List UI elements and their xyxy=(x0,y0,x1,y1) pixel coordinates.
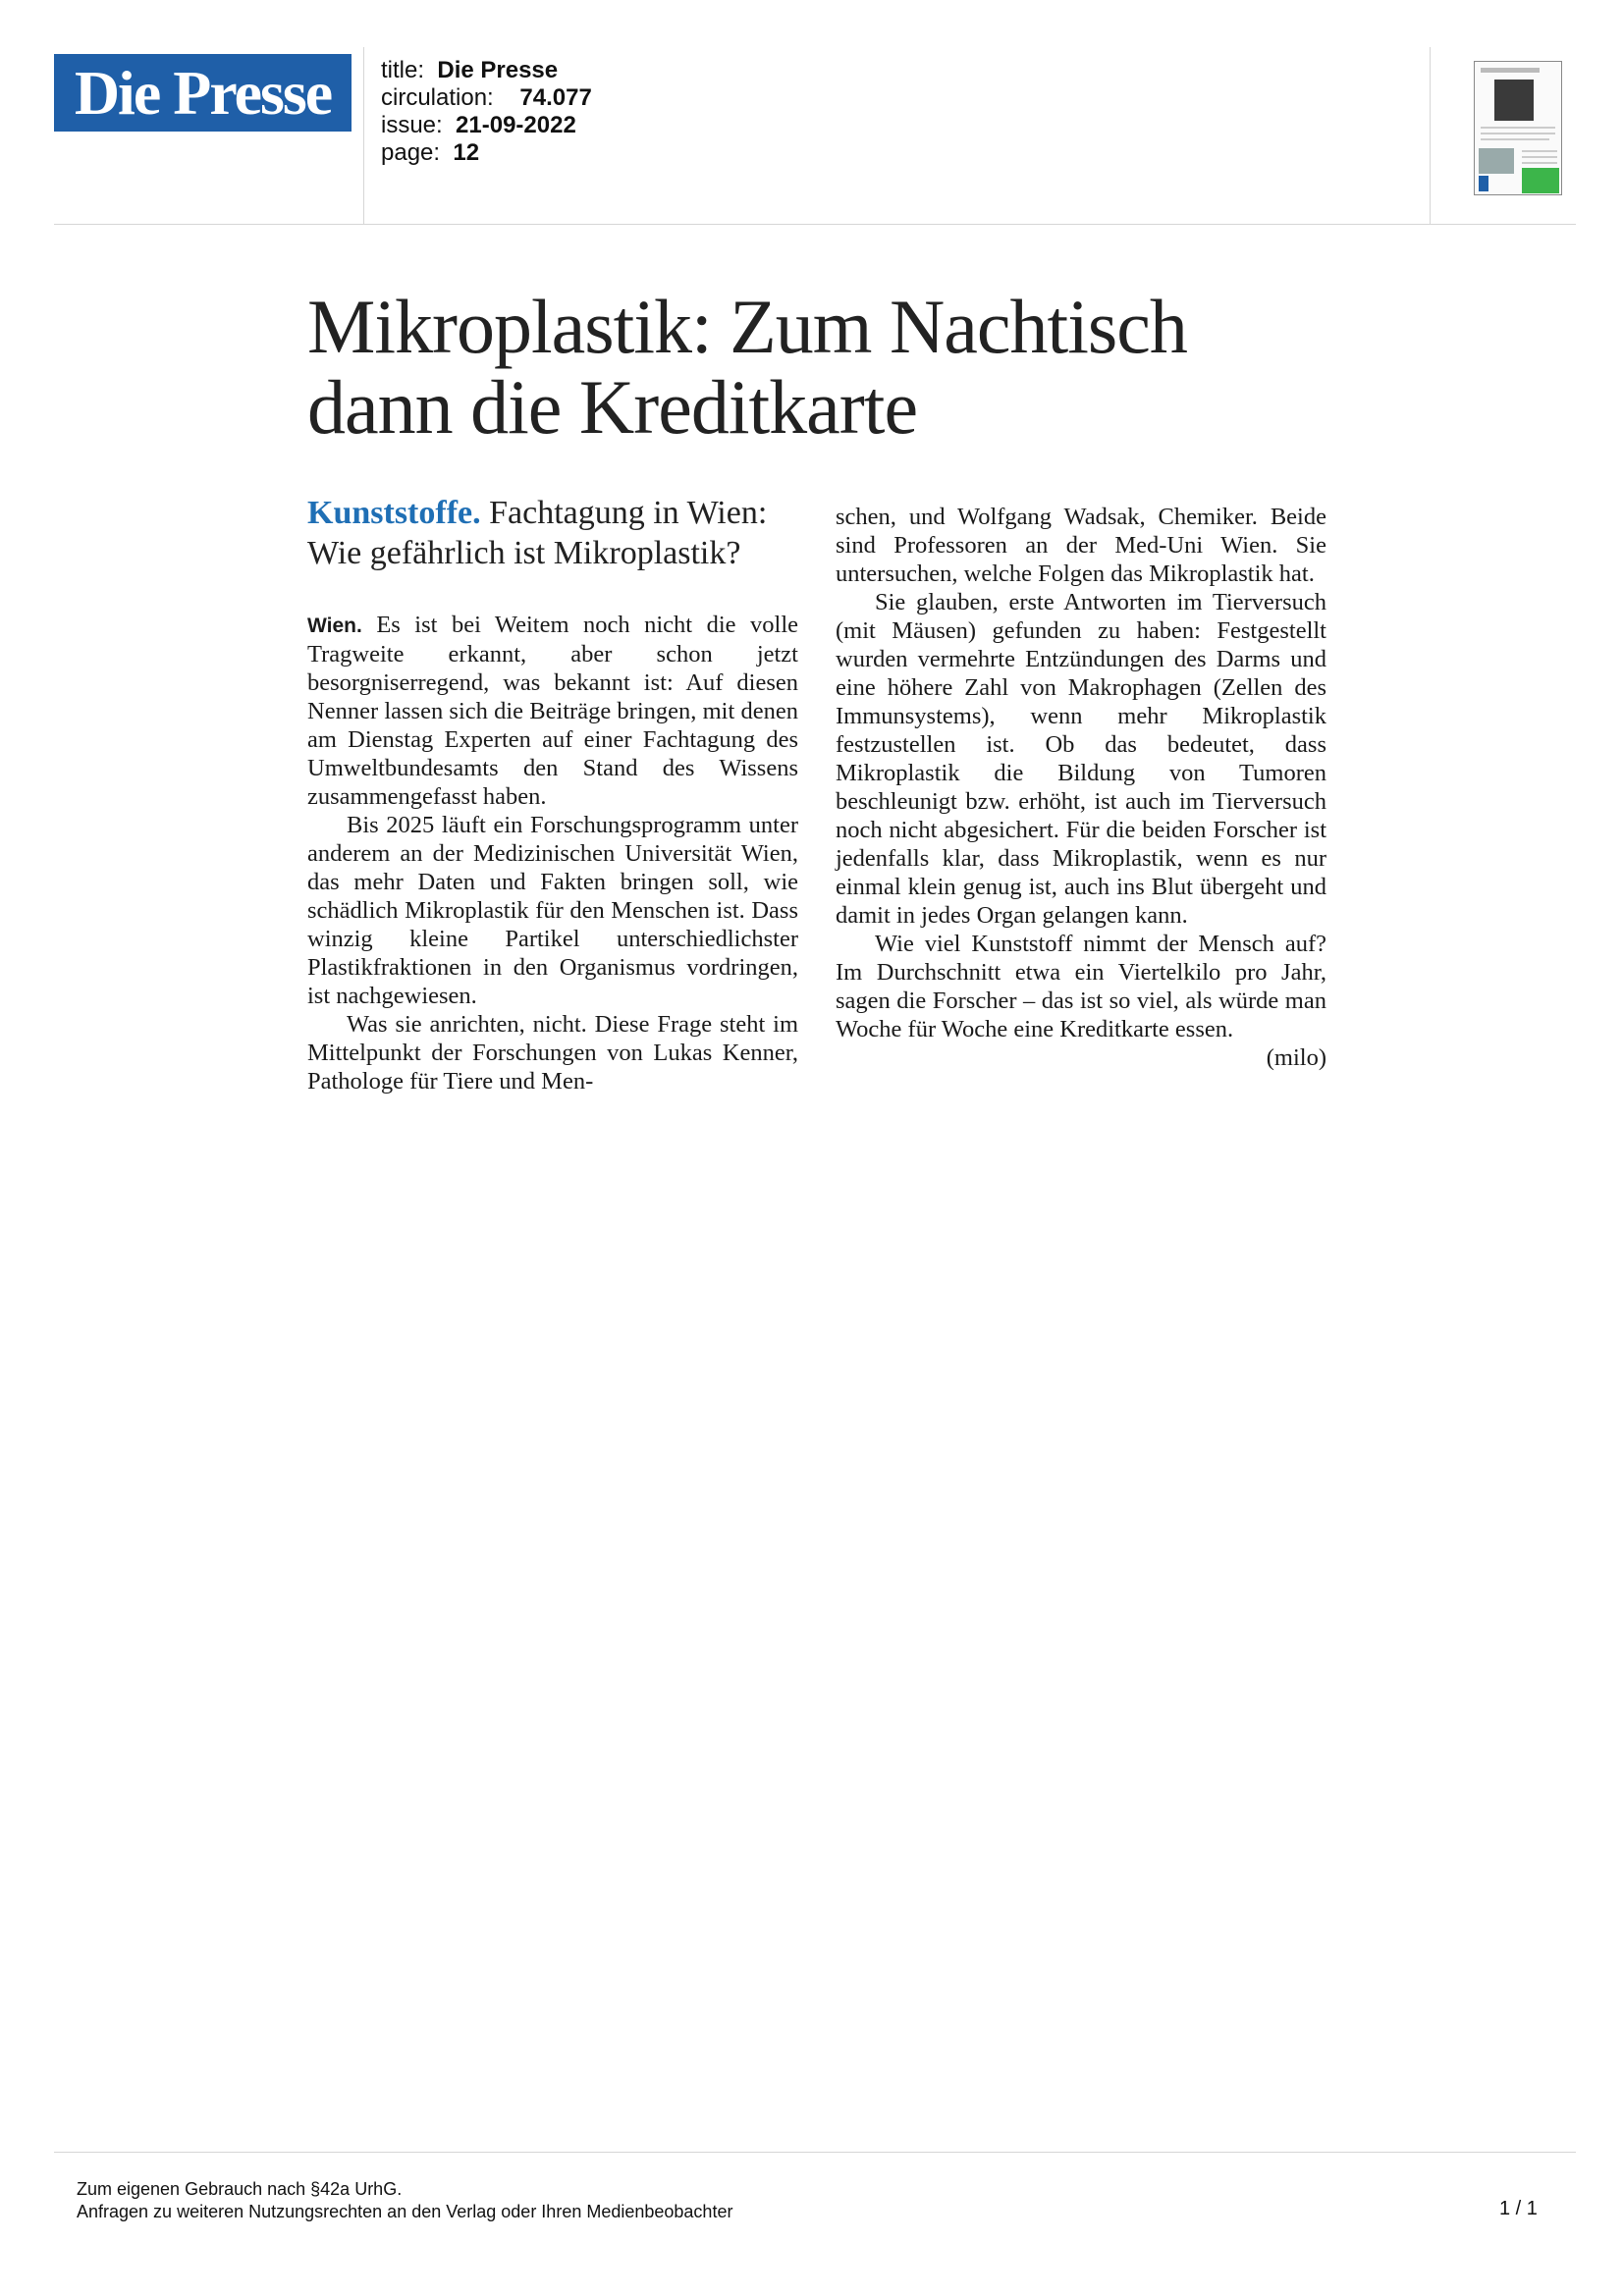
thumbnail-text-line xyxy=(1481,138,1549,140)
meta-issue xyxy=(381,112,592,139)
thumbnail-logo-block xyxy=(1479,176,1488,191)
meta-title xyxy=(381,57,592,84)
article-paragraph-4: Sie glauben, erste Antworten im Tierversuch (mit Mäusen) gefunden zu haben: Festgestellt wurden vermehrte Entzündungen des Darms und eine höhere Zahl von Makrophagen (Zellen des Immunsystems), wenn mehr Mikroplastik festzustellen ist. Ob das bedeutet, dass Mikroplastik die Bildung von Tumoren beschleunigt bzw. erhöht, ist auch im Tierversuch noch nicht abgesichert. Für die beiden Forscher ist jedenfalls klar, dass Mikroplastik, wenn es nur einmal klein genug ist, auch ins Blut übergeht und damit in jedes Organ gelangen kann. xyxy=(836,589,1326,929)
meta-issue-value: 21-09-2022 xyxy=(456,112,576,138)
meta-issue-label: issue: xyxy=(381,112,443,138)
thumbnail-headline xyxy=(1481,68,1540,73)
article-column-1 xyxy=(307,611,798,1095)
meta-circulation xyxy=(381,84,592,112)
meta-circulation-label: circulation: xyxy=(381,84,494,111)
page-thumbnail[interactable] xyxy=(1474,61,1562,195)
paragraph-1-text: Es ist bei Weitem noch nicht die volle Tragweite erkannt, aber schon jetzt besorgniserregend, was bekannt ist: Auf diesen Nenner lassen sich die Beiträge bringen, mit denen am Dienstag Experten auf einer Fachtagung des Umweltbundesamts den Stand des Wissens zusammengefasst haben. xyxy=(307,612,799,810)
meta-page-label: page: xyxy=(381,139,441,166)
thumbnail-text-line xyxy=(1481,127,1555,129)
meta-title-label: title: xyxy=(381,57,425,83)
article-subhead xyxy=(307,493,818,573)
thumbnail-green-block xyxy=(1522,168,1559,193)
header-divider-left xyxy=(363,47,364,224)
thumbnail-photo xyxy=(1494,80,1534,121)
article-column-2 xyxy=(836,503,1326,1072)
meta-page xyxy=(381,139,592,167)
subhead-kicker: Kunststoffe. xyxy=(307,495,481,531)
meta-page-value: 12 xyxy=(453,139,480,166)
article-paragraph-1 xyxy=(307,611,798,811)
thumbnail-text-line xyxy=(1522,156,1557,158)
footer-line-2: Anfragen zu weiteren Nutzungsrechten an den Verlag oder Ihren Medienbeobachter xyxy=(77,2202,733,2221)
footer-line-1: Zum eigenen Gebrauch nach §42a UrhG. xyxy=(77,2179,403,2199)
dateline: Wien. xyxy=(307,614,362,637)
thumbnail-text-line xyxy=(1522,162,1557,164)
paragraph-5-text: Wie viel Kunststoff nimmt der Mensch auf? Im Durchschnitt etwa ein Viertelkilo pro Jahr, sagen die Forscher – das ist so viel, als würde man Woche für Woche eine Kreditkarte essen. xyxy=(836,931,1326,1042)
meta-title-value: Die Presse xyxy=(437,57,559,83)
headline-line-1: Mikroplastik: Zum Nachtisch xyxy=(307,284,1187,369)
thumbnail-text-line xyxy=(1481,133,1555,134)
article-paragraph-3-continued: schen, und Wolfgang Wadsak, Chemiker. Beide sind Professoren an der Med-Uni Wien. Sie untersuchen, welche Folgen das Mikroplastik hat. xyxy=(836,504,1326,587)
article-paragraph-5 xyxy=(836,930,1326,1071)
publication-logo: Die Presse xyxy=(54,54,352,132)
article-paragraph-2: Bis 2025 läuft ein Forschungsprogramm unter anderem an der Medizinischen Universität Wien, das mehr Daten und Fakten bringen soll, wie schädlich Mikroplastik für den Menschen ist. Dass winzig kleine Partikel unterschiedlichster Plastikfraktionen in den Organismus vordringen, ist nachgewiesen. xyxy=(307,812,798,1009)
thumbnail-text-line xyxy=(1522,150,1557,152)
footer-copyright xyxy=(77,2178,732,2223)
footer-divider xyxy=(54,2152,1576,2153)
meta-circulation-value: 74.077 xyxy=(519,84,592,111)
article-headline xyxy=(307,284,1387,450)
clipping-metadata xyxy=(381,57,592,167)
headline-line-2: dann die Kreditkarte xyxy=(307,364,918,450)
header-divider-bottom xyxy=(54,224,1576,225)
article-paragraph-3: Was sie anrichten, nicht. Diese Frage steht im Mittelpunkt der Forschungen von Lukas Kenner, Pathologe für Tiere und Men- xyxy=(307,1011,798,1095)
author-signature: (milo) xyxy=(1266,1044,1326,1071)
page-indicator: 1 / 1 xyxy=(1499,2198,1538,2219)
thumbnail-image-block xyxy=(1479,148,1514,174)
header-divider-right xyxy=(1430,47,1431,224)
subhead-text: Fachtagung in Wien: Wie gefährlich ist Mikroplastik? xyxy=(307,495,768,571)
